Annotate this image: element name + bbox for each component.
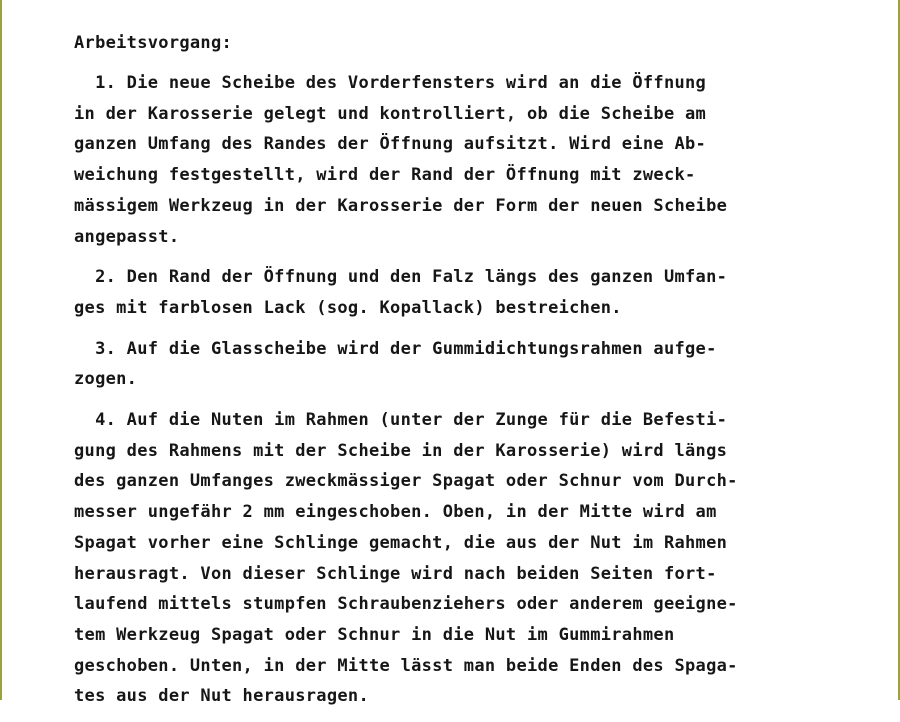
text-line: ganzen Umfang des Randes der Öffnung aufsitzt. Wird eine Ab- xyxy=(74,134,707,155)
text-line: 4. Auf die Nuten im Rahmen (unter der Zunge für die Befesti- xyxy=(74,410,728,431)
text-line: tes aus der Nut herausragen. xyxy=(74,686,369,707)
text-line: des ganzen Umfanges zweckmässiger Spagat oder Schnur vom Durch- xyxy=(74,471,738,492)
text-line: tem Werkzeug Spagat oder Schnur in die Nut im Gummirahmen xyxy=(74,624,675,645)
paragraph-step-2 xyxy=(74,262,874,323)
text-line: angepasst. xyxy=(74,226,180,247)
document-body xyxy=(74,28,874,722)
paragraph-step-4 xyxy=(74,405,874,712)
text-line: gung des Rahmens mit der Scheibe in der Karosserie) wird längs xyxy=(74,440,728,461)
text-line: mässigem Werkzeug in der Karosserie der Form der neuen Scheibe xyxy=(74,195,728,216)
text-line: 1. Die neue Scheibe des Vorderfensters wird an die Öffnung xyxy=(74,73,707,93)
text-line: Spagat vorher eine Schlinge gemacht, die aus der Nut im Rahmen xyxy=(74,532,728,553)
paragraph-step-3 xyxy=(74,334,874,395)
text-line: herausragt. Von dieser Schlinge wird nach beiden Seiten fort- xyxy=(74,563,717,584)
text-line: ges mit farblosen Lack (sog. Kopallack) bestreichen. xyxy=(74,297,622,318)
text-line: 2. Den Rand der Öffnung und den Falz längs des ganzen Umfan- xyxy=(74,267,728,288)
text-line: 3. Auf die Glasscheibe wird der Gummidichtungsrahmen aufge- xyxy=(74,338,717,359)
section-heading: Arbeitsvorgang: xyxy=(74,33,233,53)
paragraph-step-1 xyxy=(74,68,874,252)
text-line: messer ungefähr 2 mm eingeschoben. Oben, in der Mitte wird am xyxy=(74,502,717,523)
text-line: zogen. xyxy=(74,369,138,390)
text-line: laufend mittels stumpfen Schraubenziehers oder anderem geeigne- xyxy=(74,594,738,615)
text-line: in der Karosserie gelegt und kontrolliert, ob die Scheibe am xyxy=(74,103,707,124)
text-line: weichung festgestellt, wird der Rand der Öffnung mit zweck- xyxy=(74,165,696,186)
text-line: geschoben. Unten, in der Mitte lässt man beide Enden des Spaga- xyxy=(74,655,738,676)
